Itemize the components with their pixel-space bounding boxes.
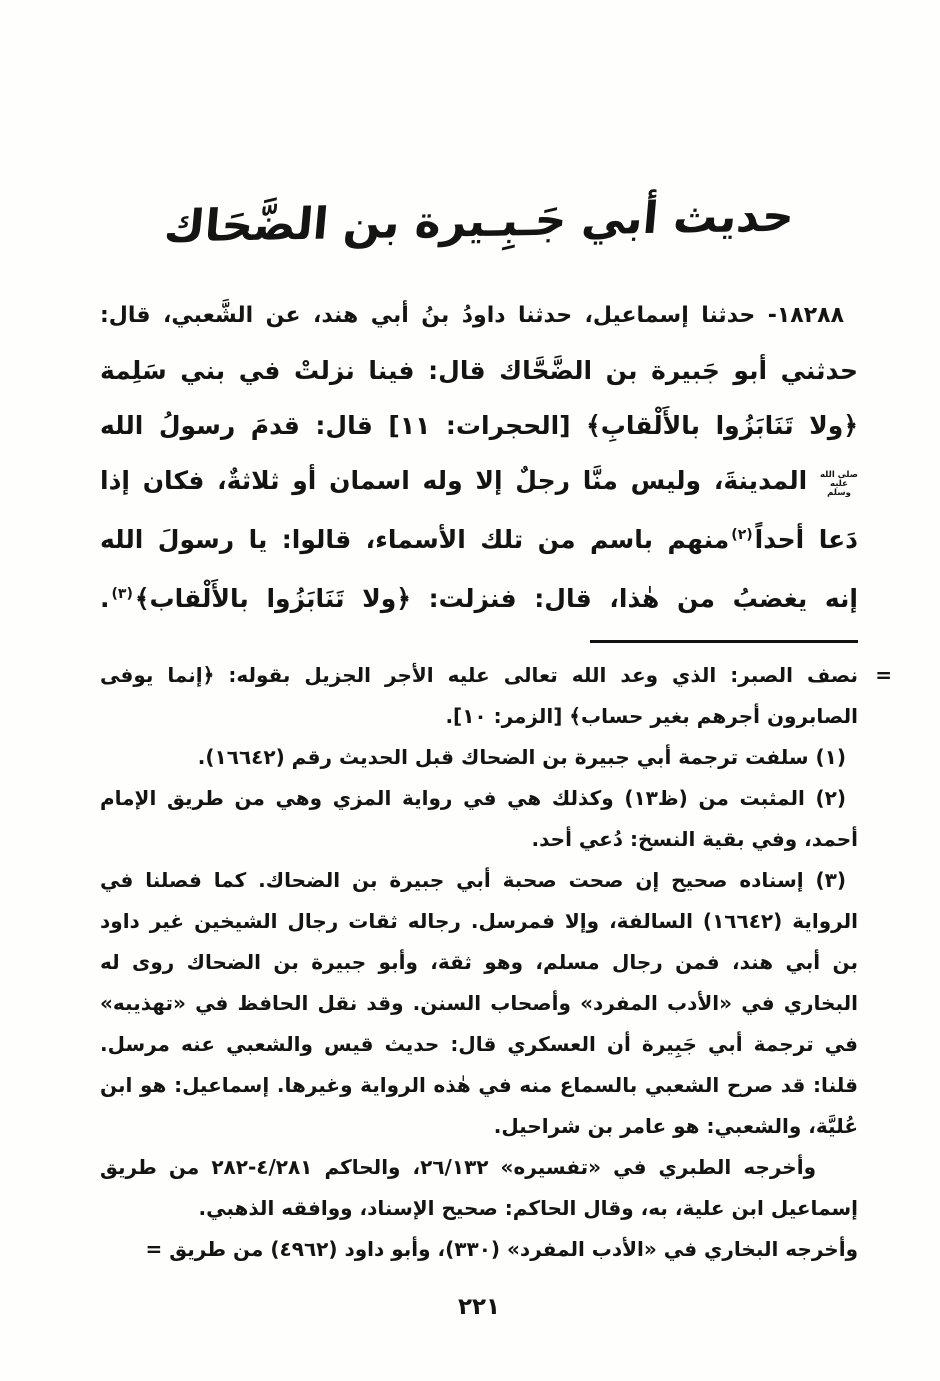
hadith-isnad-text: ١٨٢٨٨- حدثنا إسماعيل، حدثنا داودُ بنُ أبي هند، عن الشَّعبي، قال:: [100, 303, 844, 328]
matn-text: إنه يغضبُ من هٰذا، قال: فنزلت: ﴿ولا تَنَابَزُوا بالأَلْقاب﴾: [134, 584, 858, 613]
page-number: ٢٢١: [457, 1294, 501, 1320]
footnote-1: (١) سلفت ترجمة أبي جبيرة بن الضحاك قبل الحديث رقم (١٦٦٤٢).: [197, 745, 846, 769]
matn-line: ﴿ولا تَنَابَزُوا بالأَلْقابِ﴾ [الحجرات: ١١] قال: قدمَ رسولُ الله: [100, 411, 858, 440]
matn-line: [100, 567, 858, 626]
footnotes-section: [100, 655, 892, 1270]
footnote-takhrij-bukhari: وأخرجه البخاري في «الأدب المفرد» (٣٣٠)، وأبو داود (٤٩٦٢) من طريق =: [145, 1237, 858, 1261]
matn-line: حدثني أبو جَبيرة بن الضَّحَّاك قال: فينا نزلتْ في بني سَلِمة: [100, 356, 858, 385]
hadith-block: [100, 288, 858, 626]
footnote-separator-rule: [590, 640, 858, 643]
footnote-ref-2: (٢): [731, 527, 753, 543]
hadith-isnad-line: [100, 288, 858, 343]
matn-text: دَعا أحداً: [754, 525, 858, 554]
salla-seal: صلى الله عليه وسلم: [820, 470, 858, 498]
continuation-marker: =: [875, 663, 892, 687]
footnote-ref-3: (٣): [111, 586, 133, 602]
matn-text: المدينةَ، وليس منَّا رجلٌ إلا وله اسمان أو ثلاثةٌ، فكان إذا: [100, 466, 808, 495]
matn-line: [100, 508, 858, 567]
chapter-title: [100, 172, 858, 272]
page-content: [0, 172, 940, 1322]
matn-text: .: [100, 584, 110, 613]
footnote-2: (٢) المثبت من (ظ١٣) وكذلك هي في رواية المزي وهي من طريق الإمام أحمد، وفي بقية النسخ: دُعي أحد.: [100, 786, 858, 851]
chapter-title-text: حديث أبي جَـبِـيرة بن الضَّحَاك: [162, 190, 796, 253]
footnote-takhrij-tabari: وأخرجه الطبري في «تفسيره» ٢٦/١٣٢، والحاكم ٤/٢٨١-٢٨٢ من طريق إسماعيل ابن علية، به، وقال الحاكم: صحيح الإسناد، ووافقه الذهبي.: [100, 1155, 858, 1220]
matn-text: منهم باسم من تلك الأسماء، قالوا: يا رسولَ الله: [100, 525, 730, 554]
footnote-continuation: [100, 655, 892, 737]
footnote-3: (٣) إسناده صحيح إن صحت صحبة أبي جبيرة بن الضحاك. كما فصلنا في الرواية (١٦٦٤٢) السالفة، وإلا فمرسل. رجاله ثقات رجال الشيخين غير داود بن أبي هند، فمن رجال مسلم، وهو ثقة، وأبو جبيرة بن الضحاك روى له البخاري في «الأدب المفرد» وأصحاب السنن. وقد نقل الحافظ في «تهذيبه» في ترجمة أبي جَبِيرة أن العسكري قال: حديث قيس والشعبي عنه مرسل. قلنا: قد صرح الشعبي بالسماع منه في هٰذه الرواية وغيرها. إسماعيل: هو ابن عُليَّة، والشعبي: هو عامر بن شراحيل.: [100, 868, 858, 1138]
matn-line: [100, 453, 858, 508]
footnote-text: نصف الصبر: الذي وعد الله تعالى عليه الأجر الجزيل بقوله: ﴿إنما يوفى الصابرون أجرهم بغير حساب﴾ [الزمر: ١٠].: [100, 663, 858, 728]
